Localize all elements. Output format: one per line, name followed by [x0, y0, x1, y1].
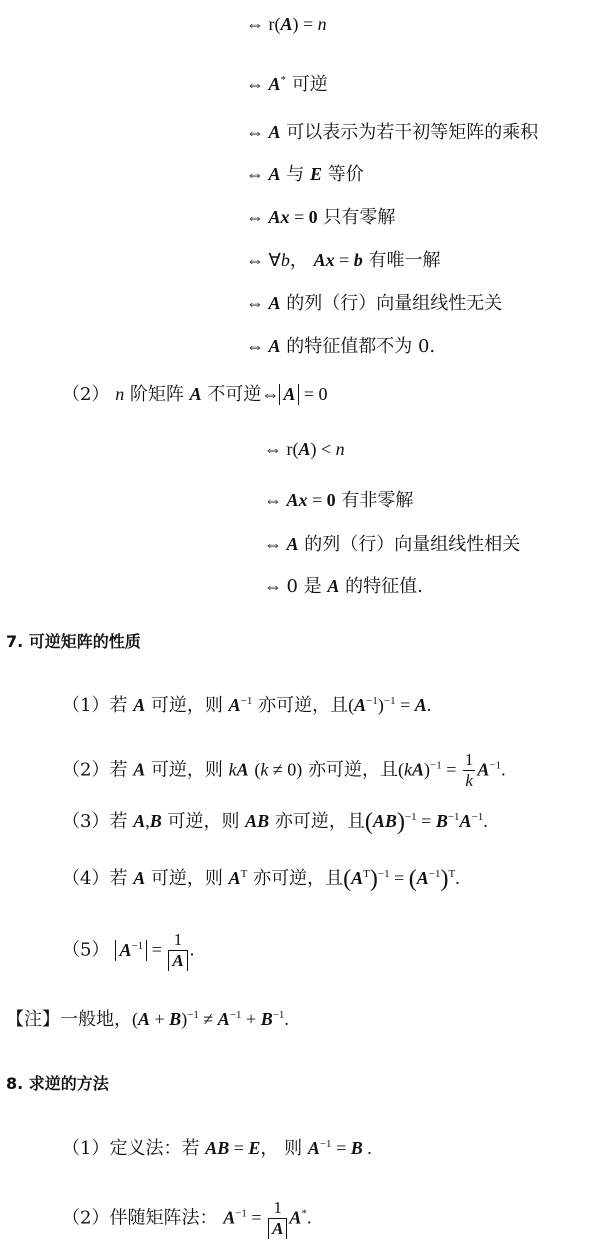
equiv-unique-solution: ⇔ ∀b， Ax = b 有唯一解 — [246, 250, 441, 271]
method-definition: （1）定义法：若 AB = E， 则 $A^{-1} = B$ . — [62, 1138, 372, 1159]
prop-1: （1）若 A 可逆，则 $A^{-1}$ 亦可逆，且$(A^{-1})^{-1} = A$. — [62, 695, 432, 716]
equiv-independent-columns: ⇔ A 的列（行）向量组线性无关 — [246, 293, 503, 314]
section-7-title: 7. 可逆矩阵的性质 — [6, 632, 141, 651]
equiv-rank-full: ⇔ r(A) = n — [246, 14, 327, 34]
noninv-zero-eigen: ⇔ 0 是 A 的特征值. — [264, 576, 423, 597]
prop-3: （3）若 A,B 可逆，则 AB 亦可逆，且$(AB)^{-1} = B^{-1}A^{-1}$. — [62, 809, 488, 835]
prop-2: （2）若 A 可逆，则 kA (k ≠ 0) 亦可逆，且(kA)$^{-1}$ = $\frac{1}{k}$ $A^{-1}$. — [62, 750, 506, 790]
noninv-rank: ⇔ r(A) < n — [264, 439, 345, 459]
equiv-trivial-solution: ⇔ Ax = 0 只有零解 — [246, 207, 396, 228]
equiv-adjoint-invertible: ⇔ A* 可逆 — [246, 74, 328, 95]
prop-4: （4）若 A 可逆，则 $A^T$ 亦可逆，且$(A^T)^{-1} = (A^{-1})^T$. — [62, 866, 460, 892]
noninv-dependent: ⇔ A 的列（行）向量组线性相关 — [264, 534, 521, 555]
method-adjoint: （2）伴随矩阵法： $A^{-1}$ = $\frac{1}{A}$ A*. — [62, 1198, 312, 1238]
equiv-nonzero-eigenvalues: ⇔ A 的特征值都不为 0. — [246, 336, 436, 357]
noninvertible-head: （2） n 阶矩阵 A 不可逆⇔ A = 0 — [62, 384, 328, 405]
note-general: 【注】一般地，$(A + B)^{-1} \ne A^{-1} + B^{-1}$. — [6, 1009, 289, 1030]
equiv-elementary-product: ⇔ A 可以表示为若干初等矩阵的乘积 — [246, 122, 539, 143]
noninv-nontrivial: ⇔ Ax = 0 有非零解 — [264, 490, 414, 511]
equiv-equivalent-E: ⇔ A 与 E 等价 — [246, 164, 364, 185]
section-8-title: 8. 求逆的方法 — [6, 1074, 109, 1093]
prop-5: （5） $A^{-1}$ = $\frac{1}{A}$ . — [62, 930, 195, 970]
